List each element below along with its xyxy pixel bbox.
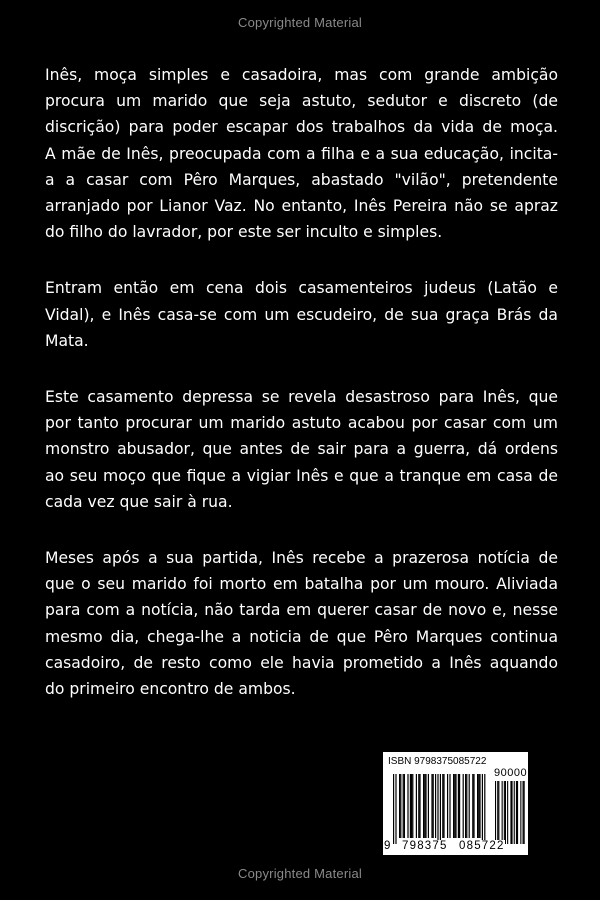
barcode-bar <box>459 774 460 838</box>
barcode-addon-bar <box>517 781 518 844</box>
barcode-bar <box>472 774 473 838</box>
barcode-bar <box>454 774 455 838</box>
barcode-addon-bar <box>510 781 511 844</box>
barcode-bar <box>447 774 448 838</box>
barcode-addon-bar <box>512 781 513 844</box>
barcode-bar <box>419 774 420 838</box>
barcode-bar <box>399 774 400 838</box>
text-line: procura um marido que seja astuto, sedutor e discreto (de <box>45 92 558 111</box>
text-line: Mata. <box>45 331 89 350</box>
barcode-addon-bar <box>520 781 521 844</box>
barcode-bar <box>404 774 405 838</box>
text-line: arranjado por Lianor Vaz. No entanto, Inês Pereira não se apraz <box>45 197 558 216</box>
barcode-bar <box>393 774 394 844</box>
barcode-bar <box>425 774 426 838</box>
barcode-addon-bar <box>514 781 515 844</box>
barcode-bar <box>395 774 396 844</box>
text-line: Meses após a sua partida, Inês recebe a prazerosa notícia de <box>45 549 558 568</box>
isbn-barcode <box>383 752 528 855</box>
watermark-bottom: Copyrighted Material <box>238 866 362 881</box>
text-line: Vidal), e Inês casa-se com um escudeiro, de sua graça Brás da <box>45 305 558 324</box>
barcode-bar <box>424 774 425 838</box>
barcode-addon-bar <box>495 781 496 844</box>
barcode-bar <box>411 774 412 838</box>
text-line: ao seu moço que fique a vigiar Inês e que a tranque em casa de <box>45 466 558 485</box>
barcode-bar <box>477 774 478 838</box>
barcode-bar <box>433 774 434 838</box>
text-line: do primeiro encontro de ambos. <box>45 680 296 699</box>
barcode-bar <box>440 774 441 844</box>
text-line: por tanto procurar um marido astuto acabou por casar com um <box>45 414 558 433</box>
barcode-addon-bar <box>504 781 505 844</box>
barcode-bar <box>443 774 444 838</box>
text-line: discrição) para poder escapar dos trabalhos da vida de moça. <box>45 118 558 137</box>
barcode-bar <box>466 774 467 838</box>
barcode-addon-bar <box>498 781 499 844</box>
barcode-bar <box>473 774 474 838</box>
isbn-label: ISBN 9798375085722 <box>388 756 487 767</box>
paragraph-1 <box>45 62 558 245</box>
barcode-bar <box>453 774 454 838</box>
barcode-bar <box>442 774 443 838</box>
text-line: para com a notícia, não tarda em querer casar de novo e, nesse <box>45 601 558 620</box>
barcode-addon-bar <box>497 781 498 844</box>
barcode-bar <box>437 774 438 844</box>
barcode-addon-bar <box>502 781 503 844</box>
text-line: cada vez que sair à rua. <box>45 492 233 511</box>
barcode-addon-bar <box>516 781 517 844</box>
barcode-bar <box>428 774 429 838</box>
text-line: Este casamento depressa se revela desastroso para Inês, que <box>45 388 558 407</box>
barcode-bar <box>455 774 456 838</box>
barcode-bar <box>458 774 459 838</box>
barcode-bar <box>463 774 464 838</box>
paragraph-4 <box>45 545 558 702</box>
barcode-bar <box>469 774 470 838</box>
text-line: casadoiro, de resto como ele havia prometido a Inês aquando <box>45 653 558 672</box>
watermark-top: Copyrighted Material <box>238 15 362 30</box>
paragraph-2 <box>45 275 558 354</box>
barcode-bar <box>478 774 479 838</box>
synopsis-text <box>45 62 558 732</box>
paragraph-3 <box>45 384 558 515</box>
barcode-addon-bar <box>524 781 525 844</box>
barcode-digits-right: 085722 <box>459 840 505 852</box>
text-line: que o seu marido foi morto em batalha por um mouro. Aliviada <box>45 575 558 594</box>
barcode-bar <box>465 774 466 838</box>
barcode-bar <box>423 774 424 838</box>
text-line: do filho do lavrador, por este ser inculto e simples. <box>45 223 443 242</box>
barcode-digits-left: 798375 <box>402 840 448 852</box>
price-code: 90000 <box>494 767 528 779</box>
barcode-bar <box>435 774 436 838</box>
barcode-bar <box>449 774 450 838</box>
barcode-bar <box>416 774 417 838</box>
text-line: a a casar com Pêro Marques, abastado "vilão", pretendente <box>45 170 558 189</box>
barcode-addon-bar <box>507 781 508 844</box>
barcode-bar <box>410 774 411 838</box>
barcode-bar <box>400 774 401 838</box>
barcode-bar <box>431 774 432 838</box>
barcode-addon-bar <box>505 781 506 844</box>
barcode-digit-prefix: 9 <box>384 840 392 852</box>
barcode-bar <box>484 774 485 844</box>
barcode-bar <box>418 774 419 838</box>
barcode-addon-bar <box>523 781 524 844</box>
barcode-bar <box>479 774 480 838</box>
barcode-bar <box>412 774 413 838</box>
barcode-bar <box>407 774 408 838</box>
text-line: A mãe de Inês, preocupada com a filha e a sua educação, incita- <box>45 144 558 163</box>
barcode-bar <box>403 774 404 838</box>
text-line: Entram então em cena dois casamenteiros judeus (Latão e <box>45 279 558 298</box>
text-line: Inês, moça simples e casadoira, mas com grande ambição <box>45 66 558 84</box>
text-line: mesmo dia, chega-lhe a noticia de que Pêro Marques continua <box>45 627 558 646</box>
barcode-bar <box>482 774 483 844</box>
text-line: monstro abusador, que antes de sair para a guerra, dá ordens <box>45 440 558 459</box>
